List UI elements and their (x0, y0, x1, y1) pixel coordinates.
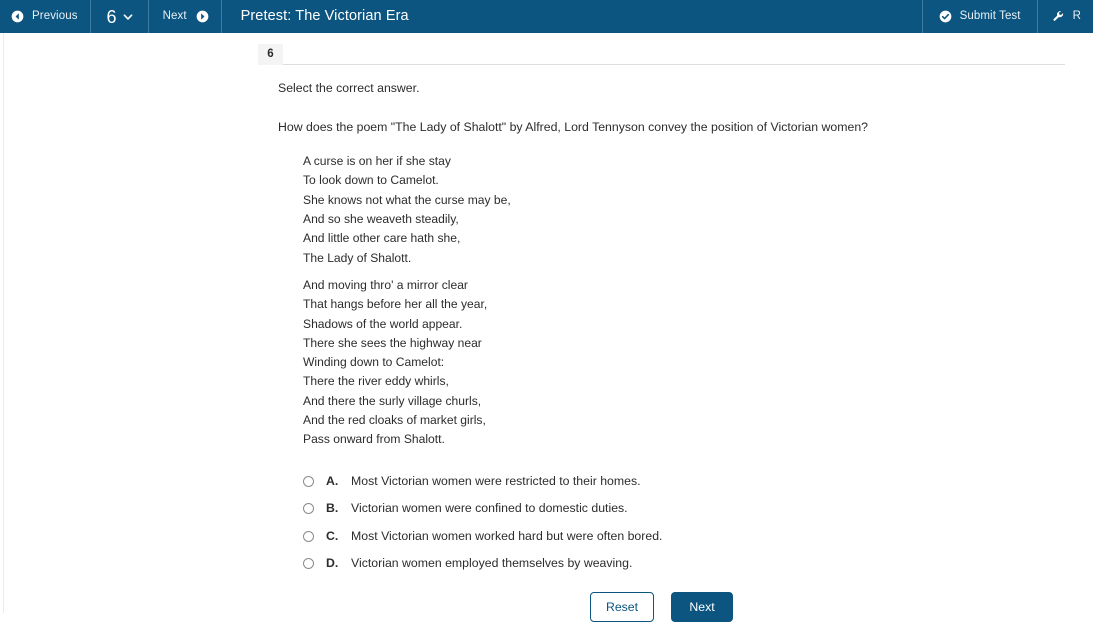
poem-line: There she sees the highway near (303, 335, 482, 350)
answer-option-c[interactable] (303, 529, 1068, 557)
poem-line: That hangs before her all the year, (303, 297, 488, 312)
answer-option-letter: B. (326, 501, 339, 516)
question-number-tab[interactable] (258, 44, 283, 65)
previous-button-label: Previous (32, 9, 78, 22)
tools-button[interactable] (1038, 0, 1093, 33)
wrench-icon (1052, 10, 1065, 23)
answer-option-letter: A. (326, 473, 339, 488)
submit-test-button[interactable] (923, 0, 1037, 33)
answer-option-text: Most Victorian women worked hard but were often bored. (351, 528, 663, 543)
poem-passage (278, 152, 1068, 449)
poem-line: Shadows of the world appear. (303, 316, 463, 331)
reset-button[interactable]: Reset (590, 592, 654, 622)
chevron-down-icon (122, 11, 134, 23)
answer-option-radio[interactable] (303, 503, 314, 514)
question-number-dropdown[interactable] (91, 0, 148, 33)
arrow-left-circle-icon (11, 10, 24, 23)
poem-line: And there the surly village churls, (303, 393, 482, 408)
poem-line: And moving thro' a mirror clear (303, 277, 468, 292)
poem-line: And little other care hath she, (303, 231, 461, 246)
answer-option-text: Victorian women employed themselves by weaving. (351, 556, 633, 571)
answer-option-letter: C. (326, 528, 339, 543)
answer-option-letter: D. (326, 556, 339, 571)
tools-button-label: R (1072, 9, 1081, 22)
answer-option-text: Victorian women were confined to domestic duties. (351, 501, 628, 516)
answer-option-a[interactable] (303, 474, 1068, 502)
poem-line: And the red cloaks of market girls, (303, 413, 486, 428)
arrow-right-circle-icon (196, 10, 209, 23)
answer-options-list (278, 474, 1068, 584)
poem-line: A curse is on her if she stay (303, 154, 451, 169)
poem-stanza (303, 152, 1068, 268)
question-number-label: 6 (106, 6, 117, 27)
answer-option-d[interactable] (303, 556, 1068, 584)
answer-option-radio[interactable] (303, 558, 314, 569)
answer-option-b[interactable] (303, 501, 1068, 529)
poem-line: Winding down to Camelot: (303, 355, 445, 370)
poem-line: To look down to Camelot. (303, 173, 439, 188)
submit-test-label: Submit Test (959, 9, 1021, 22)
poem-line: She knows not what the curse may be, (303, 192, 511, 207)
question-stem: How does the poem "The Lady of Shalott" by Alfred, Lord Tennyson convey the position of Victorian women? (278, 119, 868, 134)
test-title-label: Pretest: The Victorian Era (240, 8, 409, 25)
poem-stanza (303, 276, 1068, 450)
question-instruction: Select the correct answer. (278, 81, 420, 95)
top-toolbar (0, 0, 1093, 33)
question-number-tab-label: 6 (267, 47, 274, 60)
answer-option-radio[interactable] (303, 531, 314, 542)
next-button-label: Next (162, 9, 187, 22)
next-button[interactable]: Next (671, 592, 733, 622)
previous-question-button[interactable] (0, 0, 90, 33)
poem-line: The Lady of Shalott. (303, 250, 412, 265)
content-left-border (3, 33, 4, 613)
poem-line: And so she weaveth steadily, (303, 212, 459, 227)
tab-underline-rule (283, 64, 1065, 65)
next-question-button[interactable] (149, 0, 221, 33)
test-title (222, 0, 425, 33)
poem-line: There the river eddy whirls, (303, 374, 449, 389)
question-action-buttons (590, 592, 733, 622)
answer-option-text: Most Victorian women were restricted to their homes. (351, 473, 641, 488)
toolbar-spacer (425, 0, 922, 33)
poem-line: Pass onward from Shalott. (303, 432, 445, 447)
answer-option-radio[interactable] (303, 476, 314, 487)
check-circle-icon (939, 10, 952, 23)
question-content (278, 74, 1068, 584)
